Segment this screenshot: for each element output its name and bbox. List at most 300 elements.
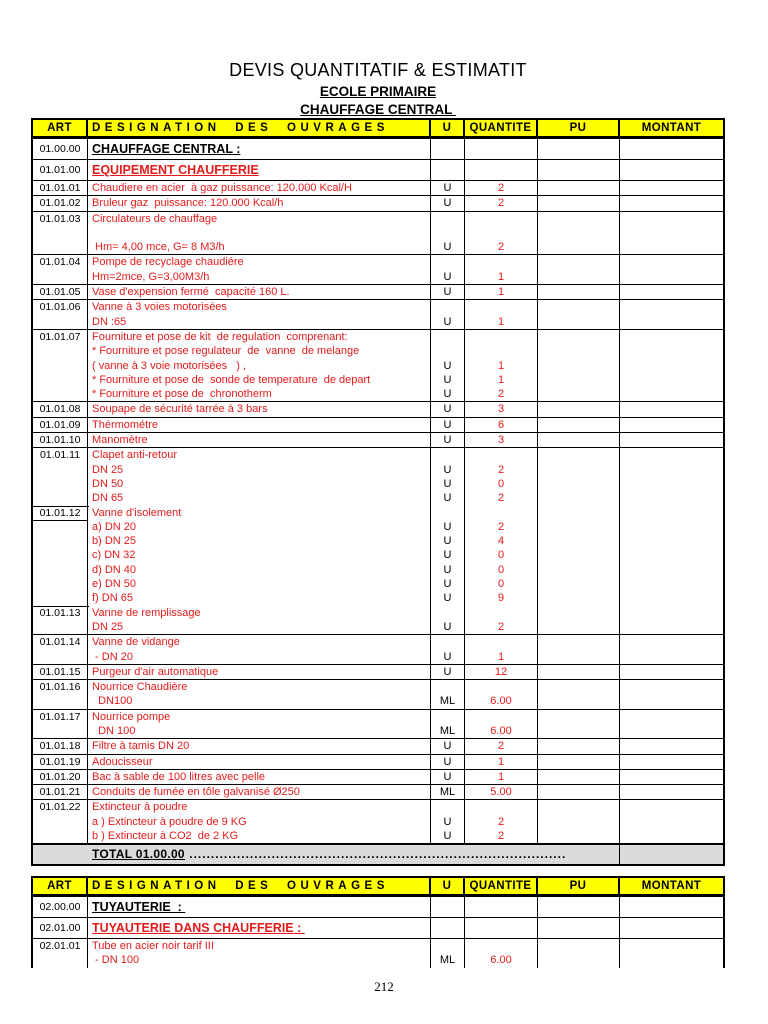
designation-line: a ) Extincteur à poudre de 9 KG bbox=[92, 815, 247, 828]
article-number: 01.01.16 bbox=[33, 680, 88, 709]
unit-value: U bbox=[443, 650, 452, 663]
designation-line: TUYAUTERIE DANS CHAUFFERIE : bbox=[92, 921, 305, 935]
amount-cell bbox=[620, 755, 723, 769]
quantity-value: 2 bbox=[497, 492, 505, 505]
unit-cell bbox=[431, 897, 465, 917]
table-row bbox=[33, 769, 723, 784]
unit-value bbox=[431, 255, 464, 269]
table-row bbox=[33, 180, 723, 195]
quantity-value: 2 bbox=[497, 388, 505, 401]
column-header-montant: MONTANT bbox=[620, 878, 723, 896]
quantity-value: 0 bbox=[497, 477, 505, 490]
article-number: 02.01.01 bbox=[33, 939, 88, 968]
total-row bbox=[33, 843, 723, 864]
designation-cell bbox=[88, 739, 431, 753]
table-row bbox=[33, 211, 723, 255]
unit-cell bbox=[431, 665, 465, 679]
unit-value: U bbox=[443, 182, 452, 194]
designation-line: Purgeur d'air automatique bbox=[92, 665, 219, 678]
total-dotted-leader: ....................................................................................... bbox=[184, 847, 567, 862]
designation-line: b ) Extincteur à CO2 de 2 KG bbox=[92, 830, 239, 843]
amount-cell bbox=[620, 418, 723, 432]
quantity-cell bbox=[465, 330, 538, 401]
quantity-cell bbox=[465, 402, 538, 416]
article-number: 01.01.02 bbox=[33, 196, 88, 210]
unit-cell bbox=[431, 433, 465, 447]
unit-cell bbox=[431, 939, 465, 968]
designation-line: Hm= 4,00 mce, G= 8 M3/h bbox=[92, 241, 225, 254]
quantity-value bbox=[465, 300, 537, 314]
quantity-cell bbox=[465, 665, 538, 679]
unit-price-cell bbox=[538, 160, 620, 180]
designation-line: Bruleur gaz puissance: 120.000 Kcal/h bbox=[92, 197, 284, 210]
quantity-value: 6.00 bbox=[490, 954, 512, 967]
unit-value: U bbox=[443, 434, 452, 447]
unit-price-cell bbox=[538, 606, 620, 635]
article-number: 01.01.03 bbox=[33, 212, 88, 255]
article-number: 01.01.17 bbox=[33, 710, 88, 739]
table-row bbox=[33, 299, 723, 329]
quantity-value: 2 bbox=[497, 241, 505, 254]
unit-value: U bbox=[443, 463, 452, 476]
unit-value: U bbox=[443, 373, 452, 386]
quantity-cell bbox=[465, 506, 538, 606]
quantity-cell bbox=[465, 710, 538, 739]
amount-cell bbox=[620, 300, 723, 329]
quantity-cell bbox=[465, 635, 538, 664]
designation-cell bbox=[88, 800, 431, 843]
unit-value bbox=[431, 918, 464, 938]
quantity-value bbox=[465, 635, 537, 649]
quantity-cell bbox=[465, 897, 538, 917]
article-number: 01.01.08 bbox=[33, 402, 88, 416]
quantity-cell bbox=[465, 255, 538, 284]
quantity-value: 1 bbox=[497, 270, 505, 283]
quantity-value: 1 bbox=[497, 315, 505, 328]
amount-cell bbox=[620, 212, 723, 255]
quantity-value bbox=[465, 330, 537, 344]
unit-value: U bbox=[443, 770, 452, 783]
article-number: 01.01.14 bbox=[33, 635, 88, 664]
table-row bbox=[33, 664, 723, 679]
column-header-designation-des-ouvrages: DESIGNATION DES OUVRAGES bbox=[88, 120, 431, 138]
quantity-value: 6.00 bbox=[490, 724, 512, 737]
amount-cell bbox=[620, 606, 723, 635]
designation-cell bbox=[88, 755, 431, 769]
unit-price-cell bbox=[538, 939, 620, 968]
unit-cell bbox=[431, 300, 465, 329]
unit-cell bbox=[431, 448, 465, 505]
article-number: 02.01.00 bbox=[33, 918, 88, 938]
unit-cell bbox=[431, 139, 465, 159]
table-row bbox=[33, 738, 723, 753]
unit-value bbox=[431, 680, 464, 694]
designation-line: Vanne de vidange bbox=[92, 636, 180, 649]
unit-price-cell bbox=[538, 181, 620, 195]
unit-value: U bbox=[443, 418, 452, 431]
quantity-value bbox=[465, 506, 537, 520]
unit-price-cell bbox=[538, 255, 620, 284]
designation-line: Nourrice pompe bbox=[92, 710, 171, 723]
quantity-value bbox=[465, 939, 537, 953]
unit-cell bbox=[431, 800, 465, 843]
quantity-value bbox=[465, 897, 537, 917]
amount-cell bbox=[620, 918, 723, 938]
unit-value: U bbox=[443, 620, 452, 633]
column-header-designation-des-ouvrages: DESIGNATION DES OUVRAGES bbox=[88, 878, 431, 896]
amount-cell bbox=[620, 897, 723, 917]
quantity-value bbox=[465, 710, 537, 724]
unit-cell bbox=[431, 680, 465, 709]
unit-price-cell bbox=[538, 402, 620, 416]
unit-value bbox=[431, 939, 464, 953]
table-header-row bbox=[33, 120, 723, 138]
unit-value: ML bbox=[439, 954, 456, 967]
unit-cell bbox=[431, 418, 465, 432]
quantity-cell bbox=[465, 300, 538, 329]
designation-cell bbox=[88, 785, 431, 799]
table-row bbox=[33, 195, 723, 210]
designation-cell bbox=[88, 300, 431, 329]
unit-value bbox=[431, 344, 464, 358]
quantity-value bbox=[465, 344, 537, 358]
quantity-value: 3 bbox=[497, 434, 505, 447]
quantity-value: 6 bbox=[497, 418, 505, 431]
designation-line: b) DN 25 bbox=[92, 535, 137, 548]
designation-line: Circulateurs de chauffage bbox=[92, 212, 218, 225]
quantity-value bbox=[465, 680, 537, 694]
table-row bbox=[33, 606, 723, 635]
quantity-value: 2 bbox=[497, 620, 505, 633]
quantity-value: 2 bbox=[497, 815, 505, 828]
amount-cell bbox=[620, 433, 723, 447]
quantity-cell bbox=[465, 680, 538, 709]
table-row bbox=[33, 799, 723, 843]
designation-line: DN100 bbox=[92, 695, 133, 708]
table-row bbox=[33, 138, 723, 159]
unit-price-cell bbox=[538, 918, 620, 938]
unit-value bbox=[431, 897, 464, 917]
unit-cell bbox=[431, 285, 465, 299]
unit-value bbox=[431, 226, 464, 240]
table-row bbox=[33, 754, 723, 769]
article-number: 01.01.21 bbox=[33, 785, 88, 799]
unit-value: U bbox=[443, 578, 452, 591]
column-header-montant: MONTANT bbox=[620, 120, 723, 138]
unit-value: ML bbox=[439, 786, 456, 799]
unit-value: U bbox=[443, 740, 452, 753]
table-row bbox=[33, 917, 723, 938]
designation-line bbox=[88, 226, 430, 240]
unit-cell bbox=[431, 506, 465, 606]
column-header-art: ART bbox=[33, 878, 88, 896]
article-number: 01.01.07 bbox=[33, 330, 88, 401]
article-number: 01.01.19 bbox=[33, 755, 88, 769]
quantity-cell bbox=[465, 285, 538, 299]
unit-price-cell bbox=[538, 739, 620, 753]
designation-line: EQUIPEMENT CHAUFFERIE bbox=[92, 163, 259, 177]
designation-cell bbox=[88, 770, 431, 784]
table-row bbox=[33, 159, 723, 180]
unit-value: U bbox=[443, 592, 452, 605]
column-header-pu: PU bbox=[538, 878, 620, 896]
designation-line: * Fourniture et pose de sonde de temperature de depart bbox=[92, 373, 371, 386]
unit-value: U bbox=[443, 492, 452, 505]
unit-cell bbox=[431, 181, 465, 195]
unit-cell bbox=[431, 606, 465, 635]
article-number: 01.01.06 bbox=[33, 300, 88, 329]
quantity-value: 2 bbox=[497, 740, 505, 753]
designation-cell bbox=[88, 285, 431, 299]
designation-cell bbox=[88, 680, 431, 709]
table-row bbox=[33, 401, 723, 416]
quantity-value: 2 bbox=[497, 197, 505, 210]
amount-cell bbox=[620, 939, 723, 968]
unit-cell bbox=[431, 739, 465, 753]
column-header-quantite: QUANTITE bbox=[465, 878, 538, 896]
quantity-value: 0 bbox=[497, 578, 505, 591]
designation-cell bbox=[88, 181, 431, 195]
quantity-value: 1 bbox=[497, 359, 505, 372]
quantity-cell bbox=[465, 433, 538, 447]
table-header-row bbox=[33, 878, 723, 896]
amount-cell bbox=[620, 160, 723, 180]
designation-cell bbox=[88, 506, 431, 606]
quantity-value: 5.00 bbox=[490, 786, 512, 799]
quantity-value bbox=[465, 139, 537, 159]
column-header-pu: PU bbox=[538, 120, 620, 138]
amount-cell bbox=[620, 785, 723, 799]
amount-cell bbox=[620, 255, 723, 284]
designation-cell bbox=[88, 665, 431, 679]
unit-value: U bbox=[443, 755, 452, 768]
unit-value bbox=[431, 330, 464, 344]
table-row bbox=[33, 432, 723, 447]
quantity-value: 2 bbox=[497, 830, 505, 843]
designation-line: Clapet anti-retour bbox=[92, 449, 177, 462]
quantity-cell bbox=[465, 212, 538, 255]
designation-cell bbox=[88, 255, 431, 284]
unit-cell bbox=[431, 785, 465, 799]
amount-cell bbox=[620, 739, 723, 753]
article-number: 01.01.15 bbox=[33, 665, 88, 679]
amount-cell bbox=[620, 285, 723, 299]
quantity-value: 6.00 bbox=[490, 695, 512, 708]
quantity-value bbox=[465, 160, 537, 180]
unit-value: U bbox=[443, 270, 452, 283]
unit-value bbox=[431, 300, 464, 314]
article-number: 01.01.10 bbox=[33, 433, 88, 447]
designation-line: Adoucisseur bbox=[92, 755, 153, 768]
quantity-value: 0 bbox=[497, 563, 505, 576]
unit-cell bbox=[431, 770, 465, 784]
designation-line: Pompe de recyclage chaudiére bbox=[92, 256, 244, 269]
designation-cell bbox=[88, 330, 431, 401]
unit-cell bbox=[431, 635, 465, 664]
designation-line: Nourrice Chaudière bbox=[92, 681, 188, 694]
quantity-value bbox=[465, 226, 537, 240]
designation-line: e) DN 50 bbox=[92, 578, 137, 591]
designation-line: f) DN 65 bbox=[92, 592, 133, 605]
quantity-value: 2 bbox=[497, 182, 505, 194]
designation-cell bbox=[88, 606, 431, 635]
designation-line: * Fourniture et pose regulateur de vanne de melange bbox=[92, 345, 360, 358]
total-amount-cell bbox=[620, 845, 723, 864]
unit-cell bbox=[431, 755, 465, 769]
designation-line: DN 50 bbox=[92, 477, 124, 490]
table-row bbox=[33, 284, 723, 299]
designation-line: Hm=2mce, G=3,00M3/h bbox=[92, 270, 210, 283]
designation-line: a) DN 20 bbox=[92, 520, 137, 533]
article-number: 01.01.05 bbox=[33, 285, 88, 299]
table-row bbox=[33, 254, 723, 284]
unit-value: U bbox=[443, 549, 452, 562]
quantity-value bbox=[465, 212, 537, 226]
quantity-value bbox=[465, 918, 537, 938]
unit-price-cell bbox=[538, 635, 620, 664]
total-label: TOTAL 01.00.00 bbox=[92, 847, 185, 862]
designation-line: Fourniture et pose de kit de regulation comprenant: bbox=[92, 330, 348, 343]
designation-line: Vanne d'isolement bbox=[92, 506, 182, 519]
designation-line: Thérmométre bbox=[92, 418, 159, 431]
designation-cell bbox=[88, 448, 431, 505]
article-number: 01.01.18 bbox=[33, 739, 88, 753]
unit-value: U bbox=[443, 241, 452, 254]
quantity-cell bbox=[465, 939, 538, 968]
unit-price-cell bbox=[538, 897, 620, 917]
designation-cell bbox=[88, 939, 431, 968]
unit-value bbox=[431, 160, 464, 180]
quantity-value: 12 bbox=[494, 665, 508, 678]
article-number: 01.01.11 bbox=[33, 448, 88, 505]
unit-price-cell bbox=[538, 770, 620, 784]
quantity-value: 1 bbox=[497, 770, 505, 783]
page-number: 212 bbox=[374, 979, 394, 994]
unit-cell bbox=[431, 160, 465, 180]
unit-price-cell bbox=[538, 212, 620, 255]
quantity-cell bbox=[465, 785, 538, 799]
designation-cell bbox=[88, 897, 431, 917]
amount-cell bbox=[620, 196, 723, 210]
article-number: 02.00.00 bbox=[33, 897, 88, 917]
quantity-value bbox=[465, 606, 537, 620]
designation-cell bbox=[88, 433, 431, 447]
quantity-cell bbox=[465, 918, 538, 938]
quantity-cell bbox=[465, 755, 538, 769]
designation-line: Filtre à tamis DN 20 bbox=[92, 740, 190, 753]
quantity-value: 4 bbox=[497, 535, 505, 548]
table-row bbox=[33, 938, 723, 968]
total-cell bbox=[33, 845, 620, 864]
unit-value bbox=[431, 710, 464, 724]
designation-line: c) DN 32 bbox=[92, 549, 136, 562]
unit-price-cell bbox=[538, 506, 620, 606]
devis-table-chauffage-central bbox=[31, 118, 725, 866]
amount-cell bbox=[620, 680, 723, 709]
designation-line: - DN 100 bbox=[92, 954, 140, 967]
quantity-value: 1 bbox=[497, 286, 505, 299]
quantity-value: 2 bbox=[497, 520, 505, 533]
unit-cell bbox=[431, 255, 465, 284]
unit-value bbox=[431, 212, 464, 226]
quantity-cell bbox=[465, 770, 538, 784]
quantity-value: 3 bbox=[497, 403, 505, 416]
unit-value bbox=[431, 635, 464, 649]
unit-price-cell bbox=[538, 680, 620, 709]
unit-value: U bbox=[443, 403, 452, 416]
amount-cell bbox=[620, 448, 723, 505]
designation-line: Conduits de fumée en tôle galvanisé Ø250 bbox=[92, 786, 300, 799]
unit-value: U bbox=[443, 563, 452, 576]
table-row bbox=[33, 784, 723, 799]
unit-cell bbox=[431, 710, 465, 739]
unit-price-cell bbox=[538, 448, 620, 505]
unit-value: U bbox=[443, 388, 452, 401]
quantity-cell bbox=[465, 196, 538, 210]
designation-cell bbox=[88, 139, 431, 159]
designation-line: DN 25 bbox=[92, 620, 124, 633]
article-number: 01.01.13 bbox=[33, 606, 88, 635]
unit-value bbox=[431, 448, 464, 462]
unit-value: U bbox=[443, 520, 452, 533]
unit-price-cell bbox=[538, 755, 620, 769]
unit-value: U bbox=[443, 815, 452, 828]
unit-value: ML bbox=[439, 695, 456, 708]
unit-value: U bbox=[443, 286, 452, 299]
unit-value: U bbox=[443, 830, 452, 843]
unit-cell bbox=[431, 196, 465, 210]
designation-line: Vanne de remplissage bbox=[92, 606, 201, 619]
quantity-value: 2 bbox=[497, 463, 505, 476]
article-number: 01.00.00 bbox=[33, 139, 88, 159]
unit-value bbox=[431, 506, 464, 520]
unit-price-cell bbox=[538, 196, 620, 210]
designation-line: Extincteur à poudre bbox=[92, 801, 188, 814]
amount-cell bbox=[620, 635, 723, 664]
unit-cell bbox=[431, 212, 465, 255]
unit-price-cell bbox=[538, 710, 620, 739]
table-row bbox=[33, 447, 723, 505]
quantity-cell bbox=[465, 739, 538, 753]
amount-cell bbox=[620, 402, 723, 416]
table-row bbox=[33, 417, 723, 432]
table-row bbox=[33, 709, 723, 739]
quantity-cell bbox=[465, 181, 538, 195]
quantity-value bbox=[465, 255, 537, 269]
unit-value: U bbox=[443, 197, 452, 210]
designation-cell bbox=[88, 160, 431, 180]
unit-value: U bbox=[443, 665, 452, 678]
quantity-value: 1 bbox=[497, 650, 505, 663]
designation-cell bbox=[88, 635, 431, 664]
quantity-cell bbox=[465, 606, 538, 635]
designation-line: CHAUFFAGE CENTRAL : bbox=[92, 142, 241, 156]
amount-cell bbox=[620, 506, 723, 606]
quantity-value bbox=[465, 448, 537, 462]
quantity-cell bbox=[465, 160, 538, 180]
article-number: 01.01.12 bbox=[33, 506, 88, 606]
quantity-cell bbox=[465, 448, 538, 505]
column-header-u: U bbox=[431, 120, 465, 138]
table-row bbox=[33, 896, 723, 917]
document-subtitle-section: CHAUFFAGE CENTRAL bbox=[300, 102, 456, 117]
designation-line: Chaudiere en acier à gaz puissance: 120.000 Kcal/H bbox=[92, 182, 352, 194]
unit-price-cell bbox=[538, 418, 620, 432]
unit-value bbox=[431, 606, 464, 620]
unit-cell bbox=[431, 330, 465, 401]
designation-line: Manomètre bbox=[92, 434, 148, 447]
amount-cell bbox=[620, 770, 723, 784]
